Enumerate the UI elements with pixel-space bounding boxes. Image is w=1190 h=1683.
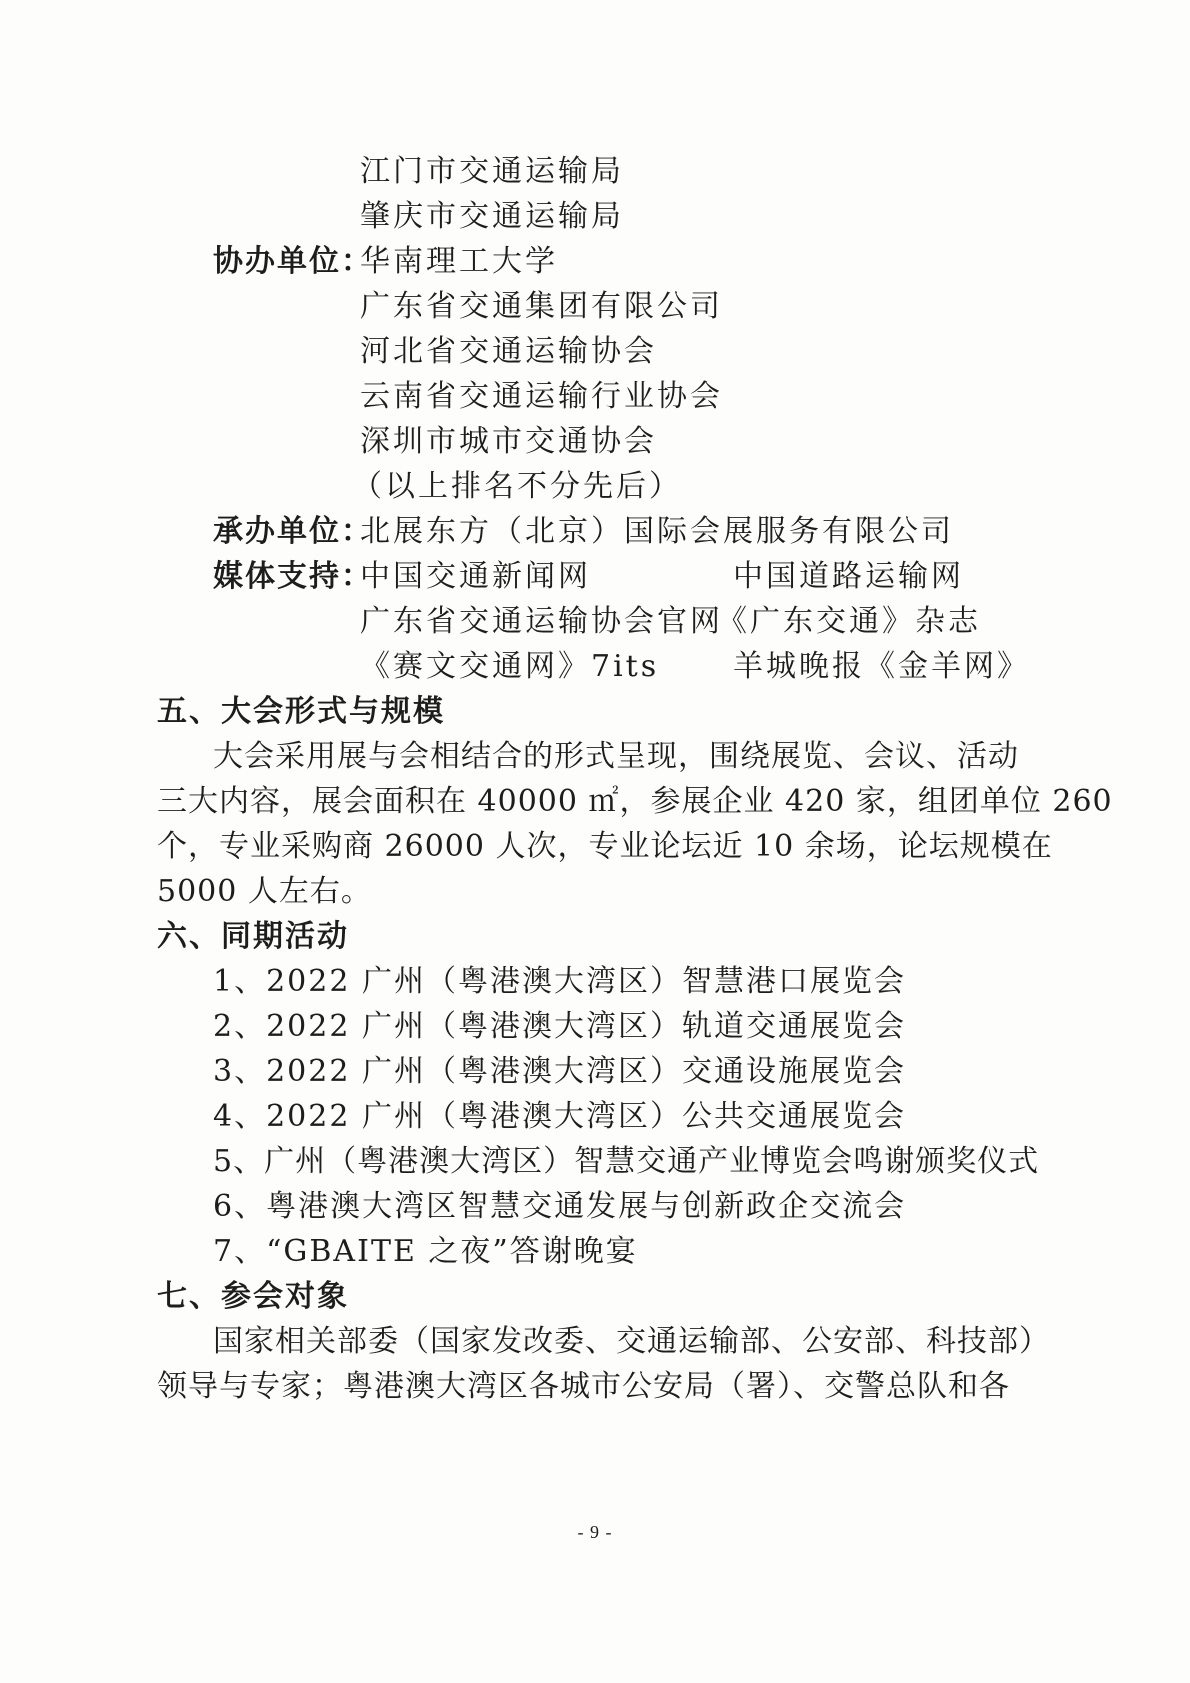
section-heading: 七、参会对象 <box>157 1279 349 1314</box>
co-organizer-item: 华南理工大学 <box>360 244 558 279</box>
activity-item: 2、2022 广州（粤港澳大湾区）轨道交通展览会 <box>213 1009 906 1044</box>
paragraph-line: 大会采用展与会相结合的形式呈现，围绕展览、会议、活动 <box>213 739 1019 774</box>
media-label: 媒体支持： <box>213 559 373 594</box>
media-item: 《广东交通》杂志 <box>717 604 981 639</box>
activity-item: 5、广州（粤港澳大湾区）智慧交通产业博览会鸣谢颁奖仪式 <box>213 1144 1040 1179</box>
media-item: 中国道路运输网 <box>733 559 964 594</box>
organizer-item: 江门市交通运输局 <box>360 154 624 189</box>
paragraph-line: 三大内容，展会面积在 40000 ㎡，参展企业 420 家，组团单位 260 <box>157 784 1113 819</box>
undertaker-label: 承办单位： <box>213 514 373 549</box>
media-item: 广东省交通运输协会官网 <box>360 604 723 639</box>
paragraph-line: 5000 人左右。 <box>157 874 372 909</box>
activity-item: 6、粤港澳大湾区智慧交通发展与创新政企交流会 <box>213 1189 907 1224</box>
co-organizer-item: 深圳市城市交通协会 <box>360 424 657 459</box>
co-organizer-item: 广东省交通集团有限公司 <box>360 289 723 324</box>
section-heading: 五、大会形式与规模 <box>157 694 445 729</box>
activity-item: 7、“GBAITE 之夜”答谢晚宴 <box>213 1234 638 1269</box>
activity-item: 4、2022 广州（粤港澳大湾区）公共交通展览会 <box>213 1099 906 1134</box>
co-organizer-item: 云南省交通运输行业协会 <box>360 379 723 414</box>
co-organizers-label: 协办单位： <box>213 244 373 279</box>
section-heading: 六、同期活动 <box>157 919 349 954</box>
paragraph-line: 个，专业采购商 26000 人次，专业论坛近 10 余场，论坛规模在 <box>157 829 1053 864</box>
activity-item: 1、2022 广州（粤港澳大湾区）智慧港口展览会 <box>213 964 906 999</box>
organizer-item: 肇庆市交通运输局 <box>360 199 624 234</box>
undertaker-value: 北展东方（北京）国际会展服务有限公司 <box>360 514 954 549</box>
media-item: 《赛文交通网》7its <box>360 649 660 684</box>
co-organizer-item: 河北省交通运输协会 <box>360 334 657 369</box>
media-item: 中国交通新闻网 <box>360 559 591 594</box>
media-item: 羊城晚报《金羊网》 <box>733 649 1030 684</box>
ranking-note: （以上排名不分先后） <box>352 469 682 504</box>
activity-item: 3、2022 广州（粤港澳大湾区）交通设施展览会 <box>213 1054 906 1089</box>
paragraph-line: 国家相关部委（国家发改委、交通运输部、公安部、科技部） <box>213 1324 1050 1359</box>
page-number: - 9 - <box>577 1522 613 1542</box>
paragraph-line: 领导与专家；粤港澳大湾区各城市公安局（署）、交警总队和各 <box>157 1369 1010 1404</box>
